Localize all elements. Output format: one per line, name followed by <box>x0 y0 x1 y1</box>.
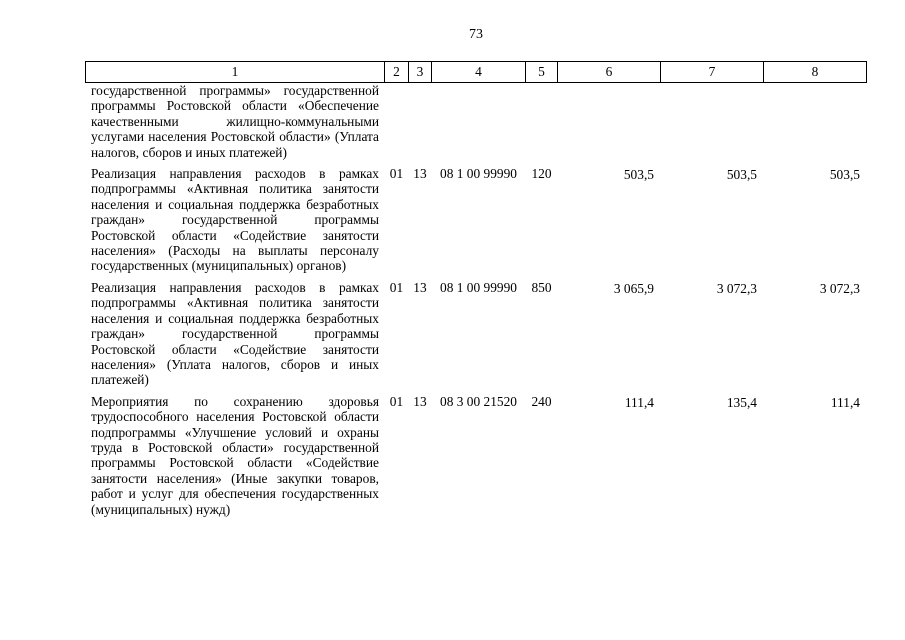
table-row <box>86 280 867 394</box>
row-expense-type: 120 <box>531 166 552 182</box>
row-amount-col8: 111,4 <box>830 394 860 410</box>
row-amount-col6: 111,4 <box>624 394 654 410</box>
row-expense-type: 240 <box>531 393 552 409</box>
header-row <box>86 62 867 83</box>
row-section: 01 <box>385 394 409 523</box>
row-subsection <box>409 83 432 167</box>
header-col-8: 8 <box>764 62 867 83</box>
row-description: Реализация направления расходов в рамках подпрограммы «Активная политика занятости населения и социальная поддержка безработных граждан» государственной программы Ростовской области «Содействие занятости населения» (Уплата налогов, сборов и иных платежей) <box>91 279 379 388</box>
header-col-4: 4 <box>432 62 526 83</box>
row-target-article: 08 1 00 99990 <box>440 279 517 295</box>
row-amount-col6: 3 065,9 <box>613 280 654 296</box>
header-col-2: 2 <box>385 62 409 83</box>
budget-table <box>85 61 867 523</box>
row-target-article: 08 3 00 21520 <box>440 393 517 409</box>
table-row <box>86 166 867 280</box>
table-header <box>86 62 867 83</box>
row-amount-col8: 3 072,3 <box>819 280 860 296</box>
table-row <box>86 83 867 167</box>
row-expense-type <box>526 83 558 167</box>
row-amount-col7: 503,5 <box>726 167 757 183</box>
row-description: государственной программы» государственной программы Ростовской области «Обеспечение качественными жилищно-коммунальными услугами населения Ростовской области» (Уплата налогов, сборов и иных платежей) <box>91 83 379 160</box>
row-target-article: 08 1 00 99990 <box>440 166 517 182</box>
row-target-article <box>432 83 526 167</box>
table-body <box>86 83 867 523</box>
row-amount-col8 <box>764 83 867 167</box>
header-col-1: 1 <box>86 62 385 83</box>
row-section <box>385 83 409 167</box>
row-amount-col6 <box>558 83 661 167</box>
row-subsection: 13 <box>413 166 427 182</box>
row-section: 01 <box>385 166 409 280</box>
row-amount-col8: 503,5 <box>829 167 860 183</box>
row-amount-col7 <box>661 83 764 167</box>
header-col-6: 6 <box>558 62 661 83</box>
row-description: Мероприятия по сохранению здоровья трудоспособного населения Ростовской области подпрограммы «Улучшение условий и охраны труда в Ростовской области» государственной программы Ростовской области «Содействие занятости населения» (Иные закупки товаров, работ и услуг для обеспечения государственных (муниципальных) нужд) <box>91 393 379 517</box>
row-subsection: 13 <box>413 279 427 295</box>
row-subsection: 13 <box>413 393 427 409</box>
row-amount-col7: 135,4 <box>726 394 757 410</box>
row-amount-col7: 3 072,3 <box>716 280 757 296</box>
row-description: Реализация направления расходов в рамках подпрограммы «Активная политика занятости населения и социальная поддержка безработных граждан» государственной программы Ростовской области «Содействие занятости населения» (Расходы на выплаты персоналу государственных (муниципальных) органов) <box>91 166 379 274</box>
header-col-7: 7 <box>661 62 764 83</box>
row-amount-col6: 503,5 <box>623 167 654 183</box>
header-col-3: 3 <box>409 62 432 83</box>
page-number: 73 <box>469 27 483 42</box>
table-row <box>86 394 867 523</box>
header-col-5: 5 <box>526 62 558 83</box>
row-expense-type: 850 <box>531 279 552 295</box>
row-section: 01 <box>385 280 409 394</box>
